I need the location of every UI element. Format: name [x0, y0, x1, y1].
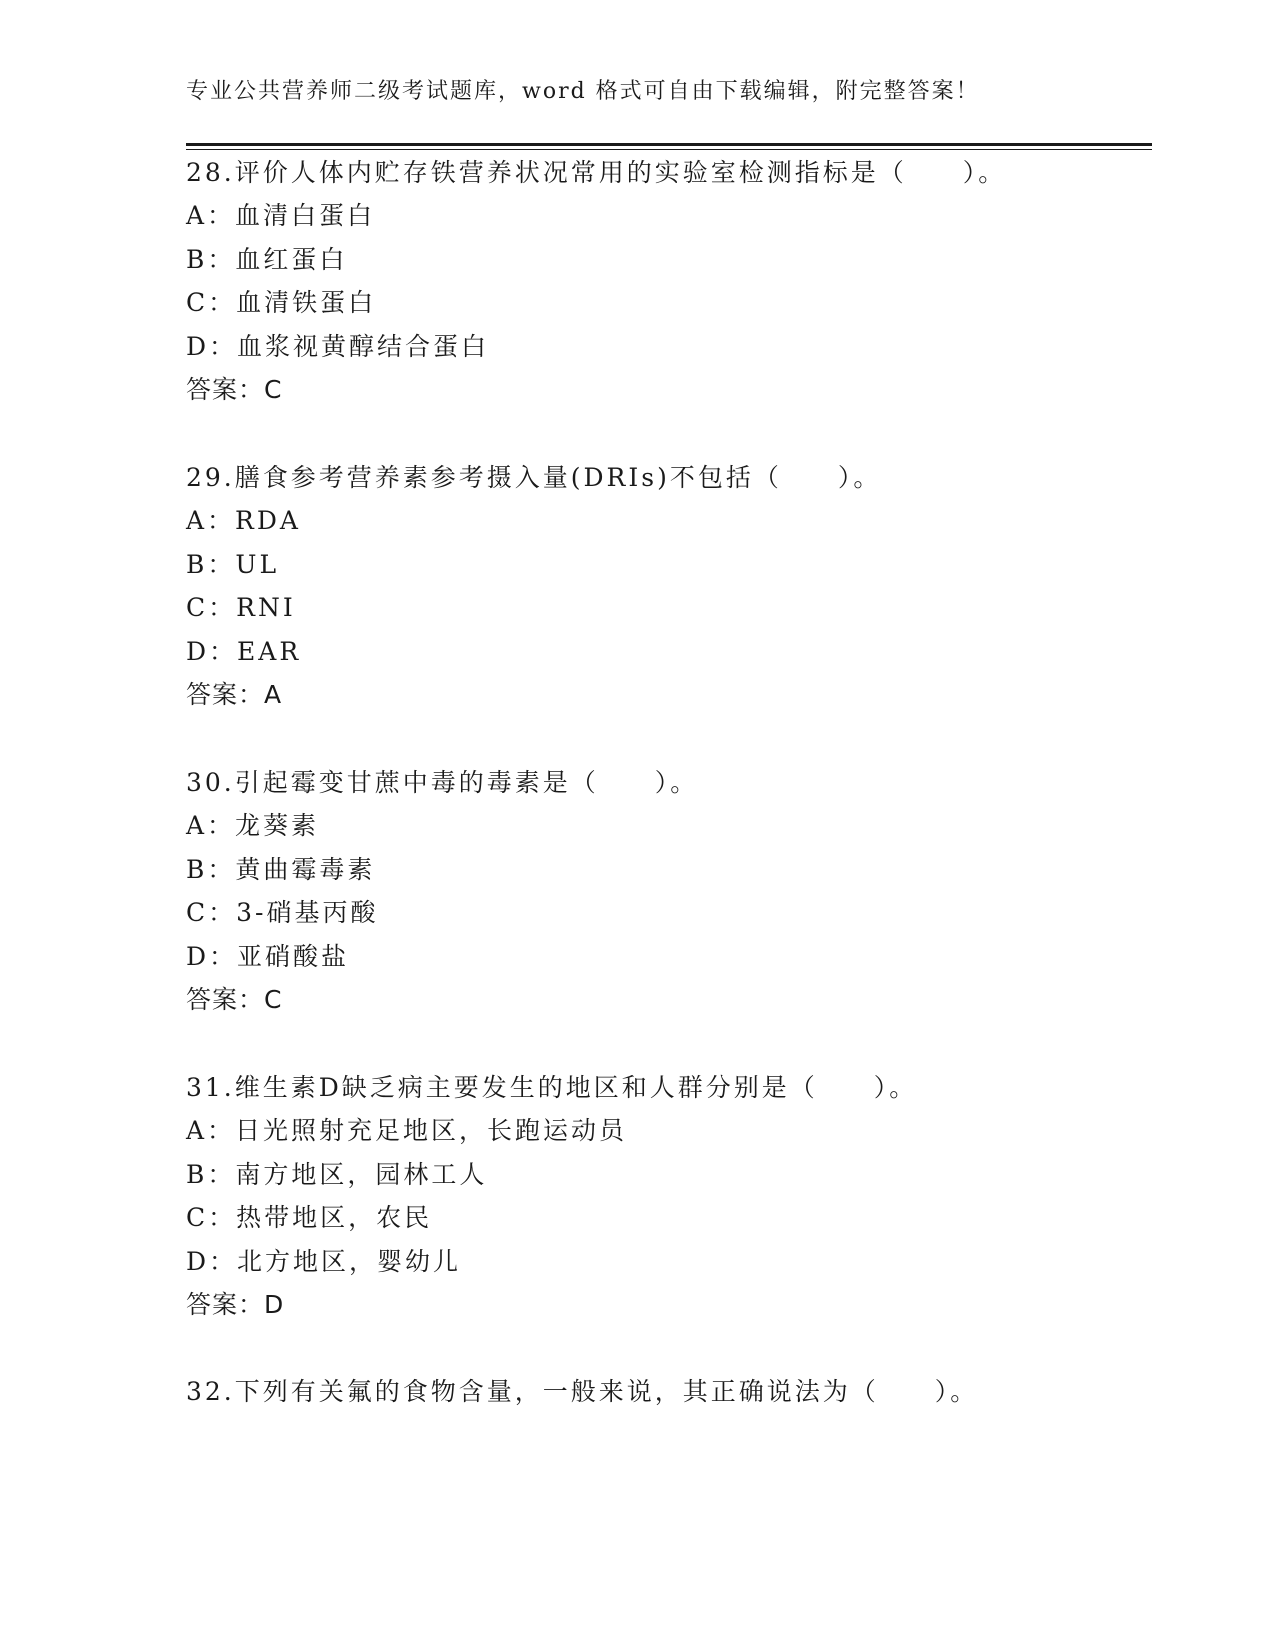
answer-28: 答案：C	[186, 375, 283, 404]
header-rule-thick	[186, 143, 1152, 146]
header-rule-thin	[186, 149, 1152, 150]
option-a-29: A：RDA	[186, 506, 301, 535]
option-c-31: C：热带地区，农民	[186, 1203, 433, 1232]
question-stem-28: 28.评价人体内贮存铁营养状况常用的实验室检测指标是（ ）。	[186, 158, 1007, 187]
option-a-31: A：日光照射充足地区，长跑运动员	[186, 1116, 628, 1145]
option-c-30: C：3-硝基丙酸	[186, 898, 379, 927]
question-stem-30: 30.引起霉变甘蔗中毒的毒素是（ ）。	[186, 768, 699, 797]
option-d-29: D：EAR	[186, 637, 302, 666]
option-b-31: B：南方地区，园林工人	[186, 1160, 488, 1189]
option-a-28: A：血清白蛋白	[186, 201, 376, 230]
option-d-31: D：北方地区，婴幼儿	[186, 1247, 462, 1276]
option-d-30: D：亚硝酸盐	[186, 942, 350, 971]
question-stem-29: 29.膳食参考营养素参考摄入量(DRIs)不包括（ ）。	[186, 463, 882, 492]
page-header: 专业公共营养师二级考试题库，word 格式可自由下载编辑，附完整答案！	[186, 79, 980, 104]
question-stem-31: 31.维生素D缺乏病主要发生的地区和人群分别是（ ）。	[186, 1073, 918, 1102]
option-b-30: B：黄曲霉毒素	[186, 855, 376, 884]
option-d-28: D：血浆视黄醇结合蛋白	[186, 332, 490, 361]
answer-31: 答案：D	[186, 1290, 285, 1319]
answer-30: 答案：C	[186, 985, 283, 1014]
option-c-28: C：血清铁蛋白	[186, 288, 377, 317]
option-c-29: C：RNI	[186, 593, 296, 622]
option-b-28: B：血红蛋白	[186, 245, 348, 274]
answer-29: 答案：A	[186, 680, 283, 709]
question-stem-32: 32.下列有关氟的食物含量，一般来说，其正确说法为（ ）。	[186, 1377, 979, 1406]
option-a-30: A：龙葵素	[186, 811, 320, 840]
option-b-29: B：UL	[186, 550, 280, 579]
